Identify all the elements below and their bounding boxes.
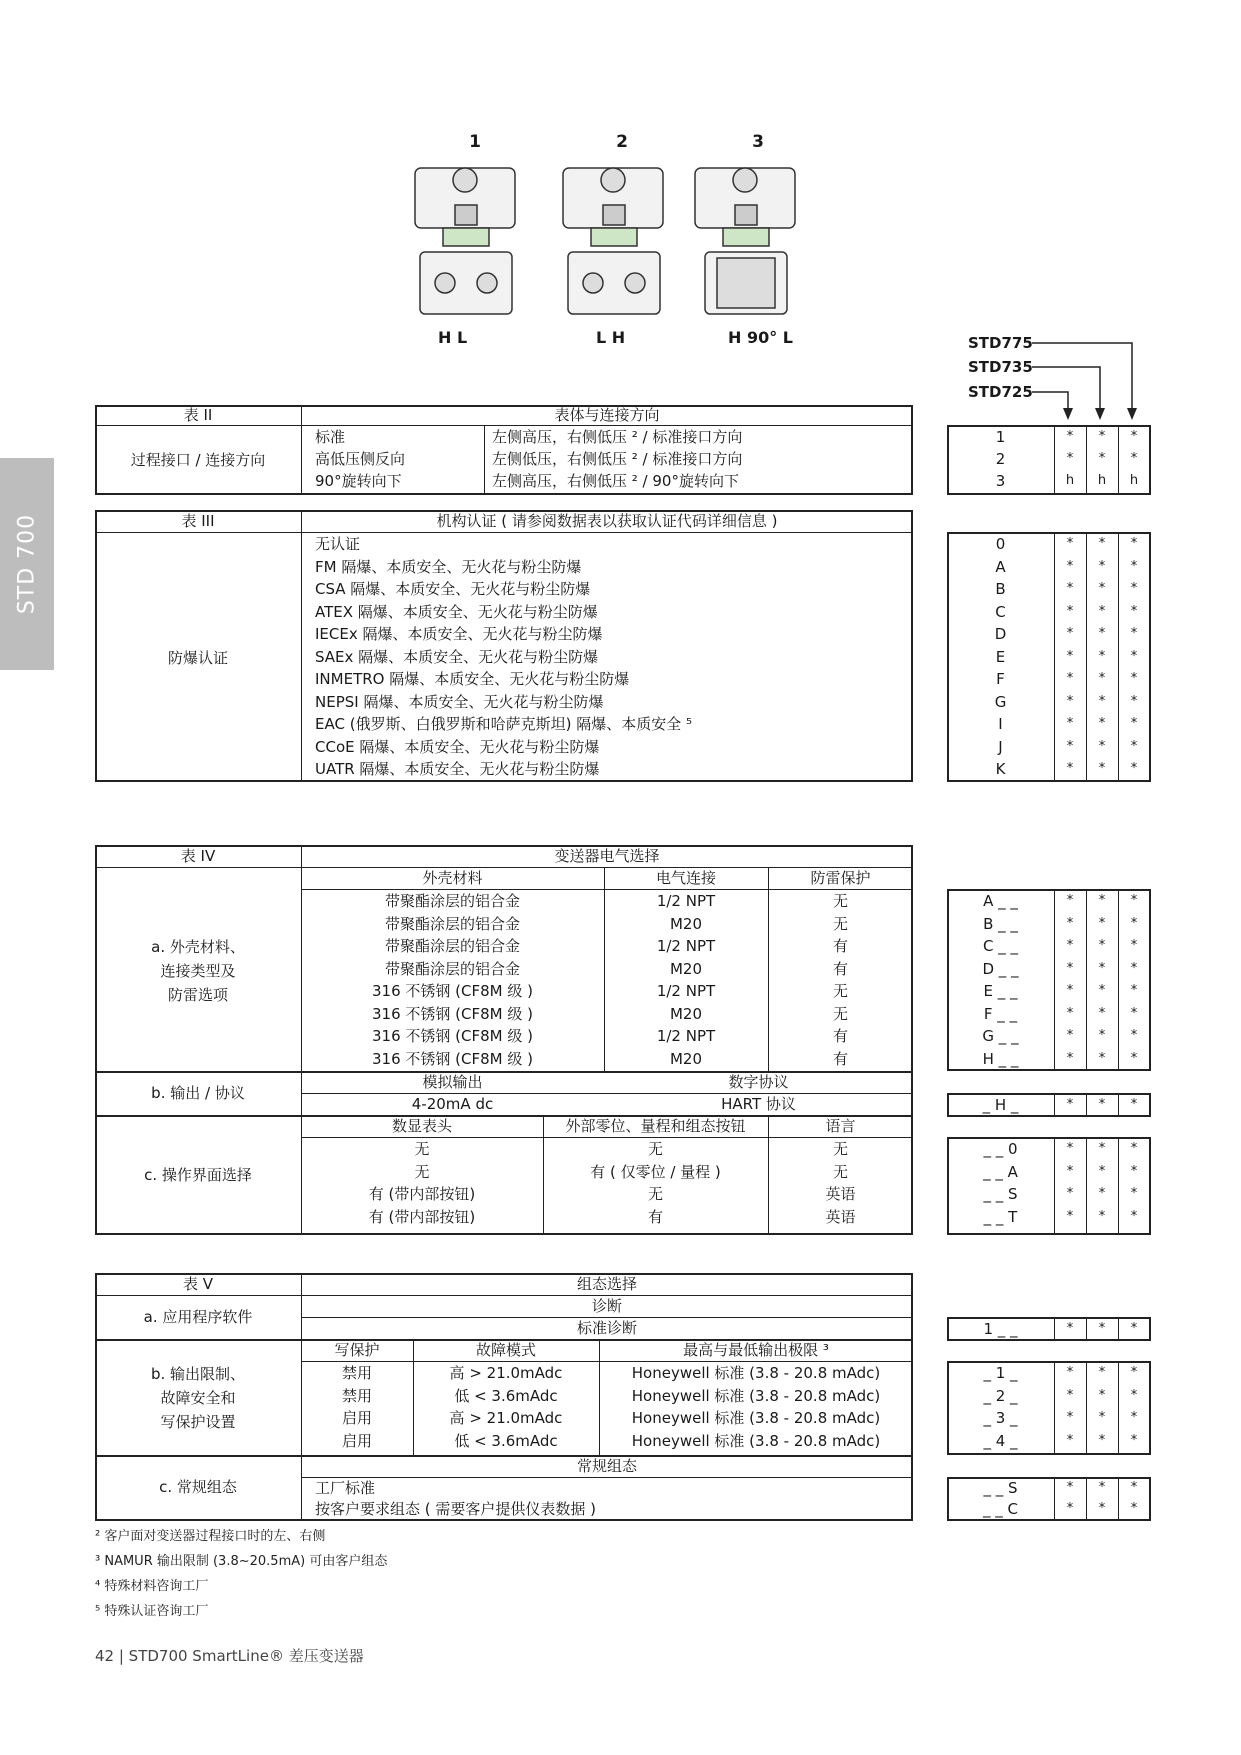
code: _ _ C — [982, 1500, 1018, 1518]
code: 1 _ _ — [983, 1320, 1018, 1338]
mark: * — [1130, 738, 1138, 754]
col-analog: 模拟输出 — [422, 1073, 483, 1091]
mark: * — [1066, 1186, 1074, 1201]
model-arrows — [1030, 330, 1150, 425]
mark: * — [1066, 1208, 1074, 1224]
cert-option: CSA 隔爆、本质安全、无火花与粉尘防爆 — [315, 580, 591, 598]
mark: * — [1066, 1163, 1074, 1179]
table3-header: 机构认证 ( 请参阅数据表以获取认证代码详细信息 ) — [436, 512, 778, 530]
cert-option: IECEx 隔爆、本质安全、无火花与粉尘防爆 — [315, 625, 603, 643]
footnote: ⁴ 特殊材料咨询工厂 — [95, 1579, 209, 1594]
mark: * — [1098, 915, 1106, 931]
mark: * — [1130, 1365, 1138, 1380]
display-option: 无 — [414, 1162, 430, 1181]
page-footer: 42 | STD700 SmartLine® 差压变送器 — [95, 1647, 364, 1665]
code: E _ _ — [983, 982, 1018, 1000]
electrical-connection: 1/2 NPT — [656, 982, 716, 1000]
model-std775: STD775 — [968, 334, 1033, 352]
language-option: 无 — [832, 1140, 848, 1158]
mark: * — [1098, 1050, 1106, 1066]
code: _ _ A — [983, 1162, 1018, 1181]
code: _ _ S — [983, 1185, 1018, 1203]
mark: * — [1066, 1410, 1074, 1425]
table2-row-b: 左侧高压，右侧低压 ² / 标准接口方向 — [492, 428, 743, 446]
mark: * — [1130, 1028, 1138, 1043]
table3-row-label: 防爆认证 — [167, 649, 228, 667]
mark: * — [1098, 429, 1106, 444]
limits-value: Honeywell 标准 (3.8 - 20.8 mAdc) — [631, 1431, 881, 1450]
housing-material: 带聚酯涂层的铝合金 — [384, 892, 520, 910]
code: A _ _ — [983, 892, 1018, 910]
housing-material: 316 不锈钢 (CF8M 级 ) — [372, 1027, 533, 1045]
mark: * — [1130, 1387, 1138, 1403]
col-housing: 外壳材料 — [422, 869, 483, 887]
mark: * — [1098, 451, 1106, 466]
code: A — [995, 557, 1006, 576]
code: _ _ T — [983, 1207, 1018, 1226]
mark: * — [1066, 915, 1074, 931]
mark: * — [1098, 1097, 1106, 1112]
code: G _ _ — [982, 1027, 1019, 1045]
footnote: ² 客户面对变送器过程接口时的左、右侧 — [95, 1529, 326, 1544]
mark: * — [1130, 983, 1138, 998]
write-protect-value: 禁用 — [341, 1364, 372, 1382]
col-connection: 电气连接 — [655, 869, 716, 887]
table2-row-a: 标准 — [315, 428, 346, 446]
mark: * — [1098, 671, 1106, 686]
housing-material: 316 不锈钢 (CF8M 级 ) — [372, 1004, 533, 1023]
failsafe-value: 高 > 21.0mAdc — [449, 1364, 563, 1382]
lightning-protection: 无 — [832, 1004, 848, 1023]
mark: * — [1130, 938, 1138, 953]
housing-material: 316 不锈钢 (CF8M 级 ) — [372, 1049, 533, 1068]
mark: * — [1130, 1141, 1138, 1156]
code: I — [998, 715, 1003, 733]
failsafe-value: 低 < 3.6mAdc — [454, 1386, 558, 1405]
mark: * — [1066, 738, 1074, 754]
digital-value: HART 协议 — [721, 1095, 796, 1113]
mark: * — [1098, 1501, 1106, 1516]
electrical-connection: 1/2 NPT — [656, 892, 716, 910]
model-std735: STD735 — [968, 358, 1033, 376]
code: D _ _ — [982, 959, 1019, 978]
mark: * — [1130, 960, 1138, 976]
mark: * — [1130, 648, 1138, 664]
housing-material: 316 不锈钢 (CF8M 级 ) — [372, 982, 533, 1000]
config-option: 按客户要求组态 ( 需要客户提供仪表数据 ) — [315, 1500, 597, 1518]
mark: * — [1098, 1432, 1106, 1448]
mark: * — [1130, 1097, 1138, 1112]
code: _ 4 _ — [983, 1431, 1018, 1450]
mark: * — [1098, 938, 1106, 953]
failsafe-value: 低 < 3.6mAdc — [454, 1431, 558, 1450]
mark: * — [1098, 738, 1106, 754]
mark: * — [1098, 893, 1106, 908]
electrical-connection: M20 — [669, 1004, 703, 1023]
electrical-connection: M20 — [669, 914, 703, 933]
display-option: 有 (带内部按钮) — [368, 1207, 476, 1226]
language-option: 英语 — [825, 1207, 856, 1226]
mark: * — [1066, 1050, 1074, 1066]
table4-a-label: 连接类型及 — [160, 962, 236, 980]
mark: * — [1066, 938, 1074, 953]
code: D — [994, 625, 1007, 643]
mark: * — [1098, 716, 1106, 731]
mark: * — [1130, 581, 1138, 596]
mark: * — [1130, 1432, 1138, 1448]
housing-material: 带聚酯涂层的铝合金 — [384, 914, 520, 933]
mark: * — [1098, 648, 1106, 664]
table4-header: 变送器电气选择 — [554, 847, 660, 865]
table5-a-value: 标准诊断 — [576, 1319, 637, 1337]
col-failsafe: 故障模式 — [475, 1341, 536, 1359]
code: G — [994, 692, 1007, 711]
mark: * — [1066, 558, 1074, 574]
mark: * — [1130, 558, 1138, 574]
mark: * — [1066, 1097, 1074, 1112]
table5-b-label: 故障安全和 — [160, 1389, 236, 1407]
code: _ _ S — [983, 1479, 1018, 1497]
mark: * — [1066, 893, 1074, 908]
table5-b-label: 写保护设置 — [160, 1413, 236, 1431]
table5-a-head: 诊断 — [591, 1297, 622, 1315]
code: 3 — [995, 472, 1006, 490]
cert-option: CCoE 隔爆、本质安全、无火花与粉尘防爆 — [315, 737, 600, 756]
display-option: 有 (带内部按钮) — [368, 1185, 476, 1203]
table5-header: 组态选择 — [576, 1275, 637, 1293]
mark: * — [1066, 1480, 1074, 1495]
figure-ports-3: H 90° L — [728, 328, 793, 347]
footnote: ³ NAMUR 输出限制 (3.8~20.5mA) 可由客户组态 — [95, 1554, 388, 1569]
mark: * — [1098, 1365, 1106, 1380]
electrical-connection: 1/2 NPT — [656, 1027, 716, 1045]
mark: * — [1066, 1005, 1074, 1021]
mark: * — [1098, 761, 1106, 776]
cert-option: FM 隔爆、本质安全、无火花与粉尘防爆 — [315, 557, 582, 576]
limits-value: Honeywell 标准 (3.8 - 20.8 mAdc) — [631, 1409, 881, 1427]
table3-title: 表 III — [181, 512, 215, 530]
table2-title: 表 II — [183, 406, 213, 424]
cert-option: 无认证 — [315, 535, 361, 553]
mark: * — [1066, 648, 1074, 664]
table4-a-label: a. 外壳材料、 — [151, 938, 245, 956]
housing-material: 带聚酯涂层的铝合金 — [384, 959, 520, 978]
table2-row-a: 高低压侧反向 — [315, 450, 406, 468]
mark: * — [1066, 451, 1074, 466]
mark: * — [1130, 1163, 1138, 1179]
col-limits: 最高与最低输出极限 ³ — [683, 1341, 829, 1359]
mark: * — [1130, 693, 1138, 709]
figure-label-2: 2 — [616, 132, 628, 152]
mark: * — [1066, 716, 1074, 731]
code-box-t4c — [947, 1137, 1151, 1235]
mark: * — [1098, 1186, 1106, 1201]
failsafe-value: 高 > 21.0mAdc — [449, 1409, 563, 1427]
code: F — [996, 670, 1005, 688]
mark: h — [1097, 473, 1107, 488]
table5-b-label: b. 输出限制、 — [150, 1365, 246, 1383]
cert-option: SAEx 隔爆、本质安全、无火花与粉尘防爆 — [315, 647, 599, 666]
side-tab — [0, 458, 54, 670]
language-option: 无 — [832, 1162, 848, 1181]
table2-row-label: 过程接口 / 连接方向 — [130, 451, 266, 469]
display-option: 无 — [414, 1140, 430, 1158]
limits-value: Honeywell 标准 (3.8 - 20.8 mAdc) — [631, 1364, 881, 1382]
mark: * — [1130, 716, 1138, 731]
mark: h — [1129, 473, 1139, 488]
mark: * — [1066, 1501, 1074, 1516]
cert-option: ATEX 隔爆、本质安全、无火花与粉尘防爆 — [315, 602, 598, 621]
mark: * — [1098, 1321, 1106, 1336]
table2-row-b: 左侧高压，右侧低压 ² / 90°旋转向下 — [492, 472, 739, 490]
code: 0 — [995, 535, 1006, 553]
mark: * — [1098, 626, 1106, 641]
mark: * — [1066, 626, 1074, 641]
table2-row-a: 90°旋转向下 — [315, 472, 402, 490]
code: E — [995, 647, 1006, 666]
cert-option: UATR 隔爆、本质安全、无火花与粉尘防爆 — [315, 760, 600, 778]
table2-row-b: 左侧低压，右侧低压 ² / 标准接口方向 — [492, 450, 743, 468]
mark: * — [1066, 1387, 1074, 1403]
code: _ 3 _ — [983, 1409, 1018, 1427]
mark: * — [1098, 1141, 1106, 1156]
code-box-t5b — [947, 1361, 1151, 1455]
mark: * — [1130, 671, 1138, 686]
mark: * — [1066, 429, 1074, 444]
config-option: 工厂标准 — [315, 1479, 376, 1497]
mark: * — [1130, 761, 1138, 776]
col-lightning: 防雷保护 — [810, 869, 871, 887]
mark: * — [1098, 983, 1106, 998]
mark: * — [1098, 558, 1106, 574]
mark: * — [1098, 960, 1106, 976]
mark: * — [1066, 1141, 1074, 1156]
code: _ _ 0 — [983, 1140, 1018, 1158]
lightning-protection: 无 — [832, 892, 848, 910]
write-protect-value: 启用 — [341, 1409, 372, 1427]
mark: * — [1066, 581, 1074, 596]
lightning-protection: 有 — [832, 1027, 848, 1045]
code: J — [998, 737, 1003, 756]
mark: * — [1066, 1321, 1074, 1336]
table4-c-label: c. 操作界面选择 — [144, 1166, 252, 1184]
cert-option: NEPSI 隔爆、本质安全、无火花与粉尘防爆 — [315, 692, 604, 711]
code: B — [995, 580, 1006, 598]
code: _ 2 _ — [983, 1386, 1018, 1405]
col-digital: 数字协议 — [728, 1073, 789, 1091]
mark: * — [1098, 1410, 1106, 1425]
mark: * — [1066, 603, 1074, 619]
mark: * — [1130, 1005, 1138, 1021]
housing-material: 带聚酯涂层的铝合金 — [384, 937, 520, 955]
code-box-t3 — [947, 532, 1151, 782]
code: C _ _ — [982, 937, 1018, 955]
code: F _ _ — [983, 1004, 1018, 1023]
mark: * — [1098, 603, 1106, 619]
limits-value: Honeywell 标准 (3.8 - 20.8 mAdc) — [631, 1386, 881, 1405]
mark: * — [1130, 1321, 1138, 1336]
mark: h — [1065, 473, 1075, 488]
col-display: 数显表头 — [391, 1117, 452, 1135]
electrical-connection: M20 — [669, 1049, 703, 1068]
model-std725: STD725 — [968, 383, 1033, 401]
button-option: 有 — [647, 1207, 663, 1226]
language-option: 英语 — [825, 1185, 856, 1203]
table5-c-label: c. 常规组态 — [159, 1478, 237, 1496]
electrical-connection: 1/2 NPT — [656, 937, 716, 955]
mark: * — [1066, 1432, 1074, 1448]
table4-a-label: 防雷选项 — [167, 986, 228, 1004]
mark: * — [1130, 1186, 1138, 1201]
mark: * — [1098, 693, 1106, 709]
cert-option: EAC (俄罗斯、白俄罗斯和哈萨克斯坦) 隔爆、本质安全 ⁵ — [315, 715, 692, 733]
mark: * — [1098, 1028, 1106, 1043]
lightning-protection: 有 — [832, 959, 848, 978]
mark: * — [1130, 1480, 1138, 1495]
mark: * — [1066, 1365, 1074, 1380]
mark: * — [1098, 1163, 1106, 1179]
code-box-t4a — [947, 889, 1151, 1071]
mark: * — [1130, 429, 1138, 444]
mark: * — [1130, 536, 1138, 551]
table5-a-label: a. 应用程序软件 — [143, 1308, 253, 1326]
mark: * — [1130, 1208, 1138, 1224]
mark: * — [1130, 626, 1138, 641]
lightning-protection: 无 — [832, 914, 848, 933]
col-write-protect: 写保护 — [334, 1341, 380, 1359]
mark: * — [1130, 893, 1138, 908]
code: B _ _ — [983, 914, 1018, 933]
mark: * — [1066, 536, 1074, 551]
figure-label-1: 1 — [469, 132, 481, 152]
mark: * — [1098, 1387, 1106, 1403]
mark: * — [1098, 1208, 1106, 1224]
table4-b-label: b. 输出 / 协议 — [151, 1084, 245, 1102]
code: _ 1 _ — [983, 1364, 1018, 1382]
electrical-connection: M20 — [669, 959, 703, 978]
footnote: ⁵ 特殊认证咨询工厂 — [95, 1604, 209, 1619]
mark: * — [1066, 1028, 1074, 1043]
lightning-protection: 有 — [832, 937, 848, 955]
code: 2 — [995, 450, 1006, 468]
table4-title: 表 IV — [180, 847, 216, 865]
transmitter-illustration — [405, 160, 825, 325]
mark: * — [1130, 915, 1138, 931]
mark: * — [1130, 1501, 1138, 1516]
table5-c-head: 常规组态 — [576, 1457, 637, 1475]
code: C — [995, 602, 1006, 621]
mark: * — [1130, 1050, 1138, 1066]
mark: * — [1130, 1410, 1138, 1425]
figure-label-3: 3 — [752, 132, 764, 152]
code: H _ _ — [982, 1049, 1019, 1068]
table2-header: 表体与连接方向 — [554, 406, 660, 424]
code: K — [995, 760, 1006, 778]
button-option: 无 — [647, 1185, 663, 1203]
mark: * — [1098, 1005, 1106, 1021]
lightning-protection: 有 — [832, 1049, 848, 1068]
col-buttons: 外部零位、量程和组态按钮 — [565, 1117, 746, 1135]
write-protect-value: 禁用 — [341, 1386, 372, 1405]
table5-title: 表 V — [182, 1275, 214, 1293]
col-language: 语言 — [825, 1117, 856, 1135]
mark: * — [1066, 693, 1074, 709]
code: _ H _ — [982, 1096, 1019, 1114]
code: 1 — [995, 428, 1006, 446]
cert-option: INMETRO 隔爆、本质安全、无火花与粉尘防爆 — [315, 670, 630, 688]
analog-value: 4-20mA dc — [411, 1095, 494, 1113]
mark: * — [1098, 536, 1106, 551]
mark: * — [1066, 761, 1074, 776]
mark: * — [1066, 671, 1074, 686]
figure-ports-1: H L — [438, 328, 468, 347]
mark: * — [1130, 603, 1138, 619]
button-option: 有 ( 仅零位 / 量程 ) — [590, 1162, 721, 1181]
mark: * — [1130, 451, 1138, 466]
button-option: 无 — [647, 1140, 663, 1158]
mark: * — [1066, 983, 1074, 998]
lightning-protection: 无 — [832, 982, 848, 1000]
mark: * — [1066, 960, 1074, 976]
write-protect-value: 启用 — [341, 1431, 372, 1450]
mark: * — [1098, 1480, 1106, 1495]
side-tab-label: STD 700 — [14, 513, 40, 615]
figure-ports-2: L H — [596, 328, 626, 347]
mark: * — [1098, 581, 1106, 596]
